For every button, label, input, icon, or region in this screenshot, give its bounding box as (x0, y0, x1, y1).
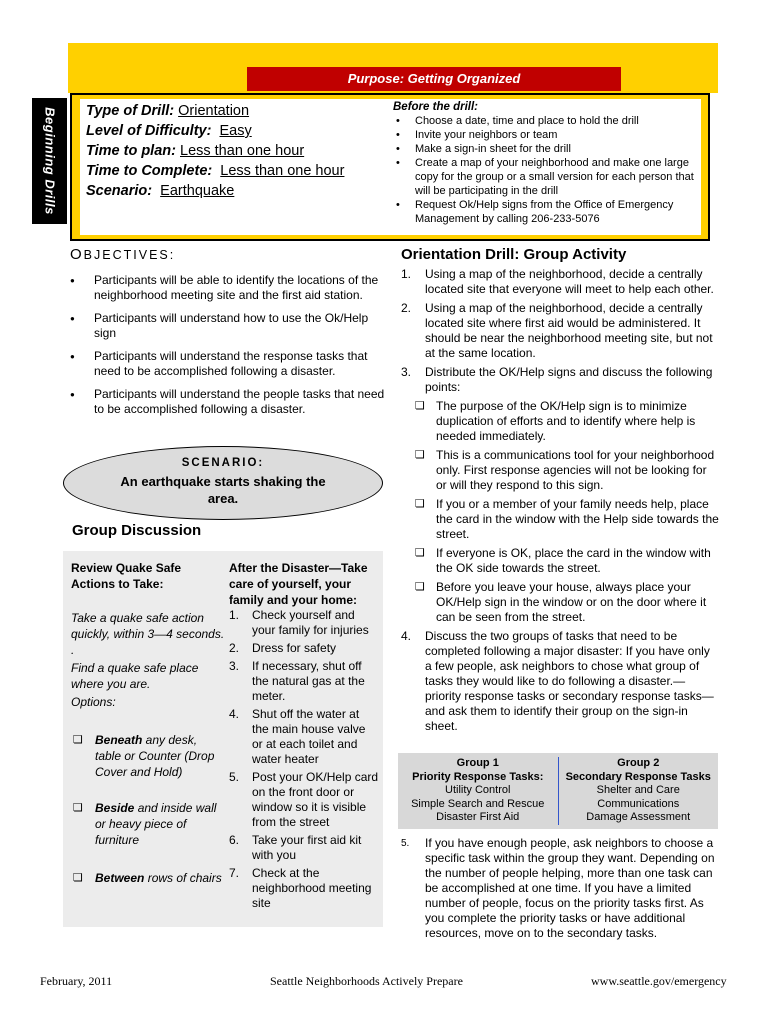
list-item (229, 707, 379, 767)
option-item (71, 800, 226, 848)
objectives-list (70, 273, 390, 417)
scenario-oval (63, 446, 383, 520)
list-item (229, 833, 379, 863)
list-item (229, 641, 379, 656)
quake-safe-text: Take a quake safe action quickly, within 3—4 seconds. . (71, 611, 225, 657)
list-item: • Make a sign-in sheet for the drill (393, 142, 698, 156)
drill-scenario-row (86, 181, 386, 201)
checkbox-icon: ❏ (415, 449, 425, 461)
list-item (229, 770, 379, 830)
drill-plan-value: Less than one hour (180, 143, 305, 159)
step-text: Take your first aid kit with you (252, 833, 362, 862)
step-number: 6. (229, 833, 240, 847)
option-item (71, 732, 226, 780)
sub-point (401, 497, 719, 542)
after-disaster-column (229, 560, 379, 914)
sub-point (401, 399, 719, 444)
option-keyword: Between (95, 871, 145, 885)
drill-difficulty-label: Level of Difficulty: (86, 123, 212, 139)
sub-point (401, 546, 719, 576)
drill-type-row (86, 101, 386, 121)
list-item (401, 365, 719, 395)
list-item: • Create a map of your neighborhood and make one large copy for the group or a small version for each person that will be participating in the drill (393, 156, 698, 198)
quake-safe-text: Find a quake safe place where you are. (71, 661, 199, 691)
step-text: Distribute the OK/Help signs and discuss the following points: (425, 365, 713, 394)
step-text: Shut off the water at the main house valve or at each toilet and water heater (252, 707, 366, 766)
step-number: 4. (401, 629, 412, 643)
step-text: Using a map of the neighborhood, decide a centrally located site that everyone will meet to help each other. (425, 267, 714, 296)
group-subtitle: Priority Response Tasks: (412, 770, 544, 783)
scenario-label: SCENARIO: (181, 457, 265, 469)
drill-info-box (70, 93, 710, 241)
objectives-title-initial: O (70, 246, 84, 263)
group-subtitle: Secondary Response Tasks (565, 770, 711, 783)
list-item: ● Participants will understand the people tasks that need to be accomplished following a disaster. (70, 387, 390, 417)
checkbox-icon: ❏ (73, 734, 83, 746)
list-item (229, 866, 379, 911)
orientation-title: Orientation Drill: Group Activity (401, 246, 627, 263)
group-task: Communications (597, 797, 680, 810)
list-item (229, 659, 379, 704)
drill-scenario-value: Earthquake (160, 183, 235, 199)
sub-point-text: This is a communications tool for your neighborhood only. First response agencies will not be looking for or will they respond to this sign. (436, 448, 715, 492)
step-number: 1. (401, 267, 412, 281)
list-item: • Choose a date, time and place to hold the drill (393, 114, 698, 128)
drill-complete-label: Time to Complete: (86, 163, 213, 179)
group-title: Group 2 (617, 757, 660, 769)
after-disaster-heading: After the Disaster—Take care of yourself, your family and your home: (229, 561, 368, 607)
list-item (401, 267, 719, 297)
step-number: 5. (229, 770, 240, 784)
drill-complete-value: Less than one hour (220, 163, 345, 179)
option-keyword: Beneath (95, 733, 143, 747)
group-2-column (559, 753, 719, 829)
drill-difficulty-row (86, 121, 386, 141)
step-text: Check at the neighborhood meeting site (252, 866, 372, 910)
list-item: • Request Ok/Help signs from the Office of Emergency Management by calling 206-233-5076 (393, 198, 698, 226)
step-number: 3. (229, 659, 240, 673)
step-text: If necessary, shut off the natural gas at the meter. (252, 659, 365, 703)
footer-org: Seattle Neighborhoods Actively Prepare (270, 974, 463, 988)
group-discussion-title: Group Discussion (72, 522, 202, 539)
sub-point-text: The purpose of the OK/Help sign is to minimize duplication of efforts and to identify where help is needed immediately. (436, 399, 696, 443)
checkbox-icon: ❏ (415, 400, 425, 412)
list-item (229, 608, 379, 638)
option-text: rows of chairs (144, 871, 222, 885)
step-number: 7. (229, 866, 240, 880)
option-text: any desk, table or Counter (Drop Cover and Hold) (95, 733, 215, 779)
checkbox-icon: ❏ (415, 547, 425, 559)
objectives-section (70, 246, 390, 425)
sub-point-text: If everyone is OK, place the card in the window with the OK side towards the street. (436, 546, 711, 575)
drill-complete-row (86, 161, 386, 181)
option-text: and inside wall or heavy piece of furniture (95, 801, 217, 847)
list-item: ● Participants will be able to identify the locations of the neighborhood meeting site and the first aid station. (70, 273, 390, 303)
orientation-step-5 (401, 836, 719, 941)
step-number: 2. (401, 301, 412, 315)
step-number: 3. (401, 365, 412, 379)
group-discussion-box (63, 551, 383, 927)
drill-scenario-label: Scenario: (86, 183, 153, 199)
sub-point (401, 580, 719, 625)
orientation-steps (401, 267, 719, 738)
drill-plan-row (86, 141, 386, 161)
sub-point (401, 448, 719, 493)
checkbox-icon: ❏ (415, 498, 425, 510)
drill-type-value: Orientation (178, 103, 250, 119)
sub-point-text: If you or a member of your family needs help, place the card in the window with the Help side towards the street. (436, 497, 719, 541)
after-disaster-list (229, 608, 379, 911)
list-item (401, 301, 719, 361)
step-text: Check yourself and your family for injuries (252, 608, 369, 637)
objectives-title-rest: BJECTIVES: (83, 248, 176, 262)
drill-plan-label: Time to plan: (86, 143, 176, 159)
scenario-text: An earthquake starts shaking the area. (120, 474, 326, 506)
objectives-title (70, 246, 390, 263)
list-item: ● Participants will understand the response tasks that need to be accomplished following a disaster. (70, 349, 390, 379)
step-number: 2. (229, 641, 240, 655)
before-drill-title: Before the drill: (393, 101, 478, 113)
quake-safe-heading: Review Quake Safe Actions to Take: (71, 561, 182, 591)
group-task: Damage Assessment (586, 811, 691, 823)
step-text: If you have enough people, ask neighbors to choose a specific task within the group they want. Depending on the number of people helping, more than one task can be accomplished at one time. If you have a limited number of people, focus on the priority tasks first. As you complete the priority tasks or have additional resources, move on to the secondary tasks. (425, 836, 715, 940)
drill-difficulty-value: Easy (219, 123, 252, 139)
list-item: ● Participants will understand how to use the Ok/Help sign (70, 311, 390, 341)
checkbox-icon: ❏ (415, 581, 425, 593)
list-item: • Invite your neighbors or team (393, 128, 698, 142)
option-item (71, 870, 226, 886)
step-text: Discuss the two groups of tasks that need to be completed following a major disaster: If you have only a few people, ask neighbors to chose what group of tasks they would like to do following a disaster.—priority response tasks or secondary response tasks—and ask them to identify their group on the sign-in sheet. (425, 629, 714, 733)
list-item (401, 629, 719, 734)
drill-type-label: Type of Drill: (86, 103, 175, 119)
step-text: Post your OK/Help card on the front door or window so it is visible from the street (252, 770, 379, 829)
step-number: 1. (229, 608, 240, 622)
footer-date: February, 2011 (40, 974, 113, 988)
before-drill-section (393, 100, 698, 226)
before-drill-list (393, 114, 698, 226)
footer-url: www.seattle.gov/emergency (591, 974, 727, 988)
purpose-banner: Purpose: Getting Organized (247, 67, 621, 91)
quake-safe-column (71, 560, 226, 886)
side-tab (32, 98, 67, 224)
group-task: Utility Control (445, 784, 511, 796)
options-label: Options: (71, 695, 116, 709)
group-task: Simple Search and Rescue (411, 797, 545, 810)
step-number: 5. (401, 838, 410, 849)
step-text: Using a map of the neighborhood, decide a centrally located site where first aid would be administered. It should be near the neighborhood meeting site, but not at the same location. (425, 301, 713, 360)
step-text: Dress for safety (252, 641, 337, 655)
checkbox-icon: ❏ (73, 802, 83, 814)
side-tab-label: Beginning Drills (42, 107, 57, 215)
group-task: Disaster First Aid (436, 811, 520, 823)
task-groups-table (398, 753, 718, 829)
sub-point-text: Before you leave your house, always place your OK/Help sign in the window or on the door where it can be seen from the street. (436, 580, 707, 624)
drill-details (86, 101, 386, 201)
group-task: Shelter and Care (596, 784, 680, 796)
option-keyword: Beside (95, 801, 135, 815)
group-title: Group 1 (456, 757, 499, 769)
drill-info-panel (80, 99, 701, 235)
group-1-column (398, 753, 558, 829)
step-number: 4. (229, 707, 240, 721)
checkbox-icon: ❏ (73, 872, 83, 884)
